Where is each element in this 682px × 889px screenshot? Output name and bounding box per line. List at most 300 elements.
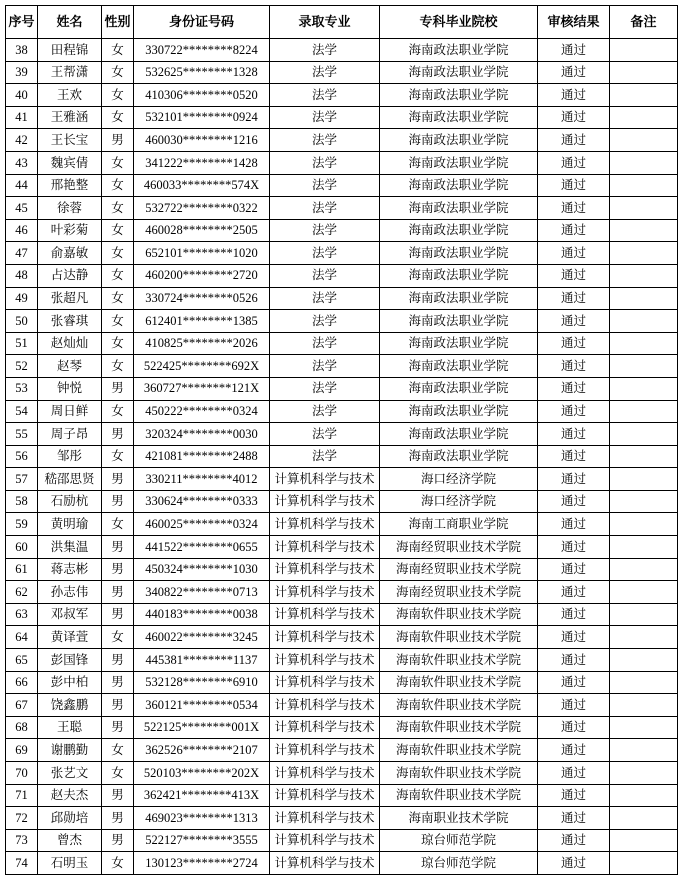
cell-gender: 女 bbox=[102, 626, 134, 649]
cell-review-result: 通过 bbox=[538, 377, 610, 400]
cell-review-result: 通过 bbox=[538, 310, 610, 333]
cell-college: 海南软件职业技术学院 bbox=[380, 649, 538, 672]
cell-college: 海南软件职业技术学院 bbox=[380, 716, 538, 739]
cell-seq: 57 bbox=[6, 468, 38, 491]
cell-review-result: 通过 bbox=[538, 61, 610, 84]
cell-seq: 55 bbox=[6, 423, 38, 446]
cell-review-result: 通过 bbox=[538, 603, 610, 626]
cell-gender: 男 bbox=[102, 807, 134, 830]
cell-seq: 54 bbox=[6, 400, 38, 423]
cell-id-number: 522127********3555 bbox=[134, 829, 270, 852]
cell-remarks bbox=[610, 151, 678, 174]
cell-remarks bbox=[610, 558, 678, 581]
table-row bbox=[6, 852, 678, 875]
cell-major: 计算机科学与技术 bbox=[270, 603, 380, 626]
cell-seq: 40 bbox=[6, 84, 38, 107]
cell-remarks bbox=[610, 129, 678, 152]
cell-seq: 68 bbox=[6, 716, 38, 739]
cell-seq: 41 bbox=[6, 106, 38, 129]
cell-name: 邹彤 bbox=[38, 445, 102, 468]
cell-review-result: 通过 bbox=[538, 400, 610, 423]
cell-id-number: 532101********0924 bbox=[134, 106, 270, 129]
table-row bbox=[6, 762, 678, 785]
cell-name: 黄明瑜 bbox=[38, 513, 102, 536]
cell-remarks bbox=[610, 852, 678, 875]
cell-seq: 48 bbox=[6, 264, 38, 287]
cell-gender: 女 bbox=[102, 513, 134, 536]
table-row bbox=[6, 626, 678, 649]
cell-review-result: 通过 bbox=[538, 490, 610, 513]
cell-major: 法学 bbox=[270, 174, 380, 197]
cell-college: 海南政法职业学院 bbox=[380, 400, 538, 423]
cell-gender: 女 bbox=[102, 219, 134, 242]
cell-major: 法学 bbox=[270, 61, 380, 84]
cell-college: 海南政法职业学院 bbox=[380, 287, 538, 310]
cell-major: 法学 bbox=[270, 264, 380, 287]
cell-seq: 44 bbox=[6, 174, 38, 197]
cell-college: 海南政法职业学院 bbox=[380, 129, 538, 152]
cell-id-number: 652101********1020 bbox=[134, 242, 270, 265]
cell-id-number: 450222********0324 bbox=[134, 400, 270, 423]
cell-gender: 女 bbox=[102, 400, 134, 423]
cell-id-number: 532722********0322 bbox=[134, 197, 270, 220]
cell-id-number: 460033********574X bbox=[134, 174, 270, 197]
cell-name: 魏宾倩 bbox=[38, 151, 102, 174]
cell-name: 张超凡 bbox=[38, 287, 102, 310]
cell-gender: 女 bbox=[102, 310, 134, 333]
cell-review-result: 通过 bbox=[538, 694, 610, 717]
cell-gender: 男 bbox=[102, 671, 134, 694]
cell-seq: 46 bbox=[6, 219, 38, 242]
table-row bbox=[6, 84, 678, 107]
table-row bbox=[6, 445, 678, 468]
header-major: 录取专业 bbox=[270, 6, 380, 39]
table-row bbox=[6, 355, 678, 378]
cell-college: 海南政法职业学院 bbox=[380, 84, 538, 107]
cell-name: 赵灿灿 bbox=[38, 332, 102, 355]
cell-id-number: 612401********1385 bbox=[134, 310, 270, 333]
cell-seq: 70 bbox=[6, 762, 38, 785]
table-row bbox=[6, 129, 678, 152]
table-row bbox=[6, 174, 678, 197]
cell-major: 计算机科学与技术 bbox=[270, 513, 380, 536]
cell-major: 法学 bbox=[270, 39, 380, 62]
cell-major: 计算机科学与技术 bbox=[270, 649, 380, 672]
table-row bbox=[6, 558, 678, 581]
cell-id-number: 460025********0324 bbox=[134, 513, 270, 536]
cell-college: 海南软件职业技术学院 bbox=[380, 626, 538, 649]
cell-review-result: 通过 bbox=[538, 671, 610, 694]
cell-seq: 38 bbox=[6, 39, 38, 62]
cell-gender: 女 bbox=[102, 287, 134, 310]
cell-review-result: 通过 bbox=[538, 807, 610, 830]
header-id-number: 身份证号码 bbox=[134, 6, 270, 39]
table-row bbox=[6, 61, 678, 84]
table-body bbox=[6, 39, 678, 875]
cell-name: 张艺文 bbox=[38, 762, 102, 785]
cell-id-number: 460028********2505 bbox=[134, 219, 270, 242]
cell-remarks bbox=[610, 355, 678, 378]
cell-remarks bbox=[610, 603, 678, 626]
cell-name: 王雅涵 bbox=[38, 106, 102, 129]
cell-review-result: 通过 bbox=[538, 355, 610, 378]
cell-major: 法学 bbox=[270, 106, 380, 129]
cell-seq: 45 bbox=[6, 197, 38, 220]
cell-major: 计算机科学与技术 bbox=[270, 784, 380, 807]
cell-major: 计算机科学与技术 bbox=[270, 536, 380, 559]
cell-name: 钟悦 bbox=[38, 377, 102, 400]
cell-college: 海南经贸职业技术学院 bbox=[380, 581, 538, 604]
cell-seq: 49 bbox=[6, 287, 38, 310]
cell-id-number: 469023********1313 bbox=[134, 807, 270, 830]
cell-name: 周子昂 bbox=[38, 423, 102, 446]
cell-gender: 女 bbox=[102, 762, 134, 785]
cell-review-result: 通过 bbox=[538, 264, 610, 287]
cell-review-result: 通过 bbox=[538, 558, 610, 581]
cell-review-result: 通过 bbox=[538, 423, 610, 446]
cell-id-number: 340822********0713 bbox=[134, 581, 270, 604]
cell-id-number: 410306********0520 bbox=[134, 84, 270, 107]
cell-remarks bbox=[610, 400, 678, 423]
cell-review-result: 通过 bbox=[538, 174, 610, 197]
table-row bbox=[6, 649, 678, 672]
table-row bbox=[6, 219, 678, 242]
cell-name: 孙志伟 bbox=[38, 581, 102, 604]
cell-remarks bbox=[610, 84, 678, 107]
table-row bbox=[6, 264, 678, 287]
cell-remarks bbox=[610, 807, 678, 830]
cell-remarks bbox=[610, 762, 678, 785]
cell-gender: 男 bbox=[102, 784, 134, 807]
cell-college: 海南软件职业技术学院 bbox=[380, 739, 538, 762]
table-row bbox=[6, 603, 678, 626]
cell-seq: 74 bbox=[6, 852, 38, 875]
cell-college: 海南经贸职业技术学院 bbox=[380, 536, 538, 559]
cell-college: 海南软件职业技术学院 bbox=[380, 762, 538, 785]
cell-remarks bbox=[610, 649, 678, 672]
cell-college: 海南政法职业学院 bbox=[380, 445, 538, 468]
table-row bbox=[6, 829, 678, 852]
cell-gender: 女 bbox=[102, 355, 134, 378]
cell-name: 赵夫杰 bbox=[38, 784, 102, 807]
cell-gender: 女 bbox=[102, 445, 134, 468]
table-row bbox=[6, 739, 678, 762]
cell-seq: 53 bbox=[6, 377, 38, 400]
cell-review-result: 通过 bbox=[538, 39, 610, 62]
cell-major: 法学 bbox=[270, 355, 380, 378]
cell-major: 法学 bbox=[270, 219, 380, 242]
cell-name: 曾杰 bbox=[38, 829, 102, 852]
cell-remarks bbox=[610, 377, 678, 400]
cell-seq: 43 bbox=[6, 151, 38, 174]
cell-college: 海南政法职业学院 bbox=[380, 106, 538, 129]
header-row bbox=[6, 6, 678, 39]
cell-review-result: 通过 bbox=[538, 106, 610, 129]
cell-id-number: 522125********001X bbox=[134, 716, 270, 739]
cell-gender: 女 bbox=[102, 197, 134, 220]
cell-major: 法学 bbox=[270, 287, 380, 310]
cell-gender: 男 bbox=[102, 649, 134, 672]
cell-seq: 42 bbox=[6, 129, 38, 152]
table-row bbox=[6, 377, 678, 400]
cell-remarks bbox=[610, 694, 678, 717]
cell-gender: 男 bbox=[102, 829, 134, 852]
cell-id-number: 440183********0038 bbox=[134, 603, 270, 626]
cell-id-number: 320324********0030 bbox=[134, 423, 270, 446]
cell-id-number: 362421********413X bbox=[134, 784, 270, 807]
cell-remarks bbox=[610, 310, 678, 333]
cell-gender: 女 bbox=[102, 39, 134, 62]
cell-college: 海口经济学院 bbox=[380, 468, 538, 491]
cell-name: 邱勋培 bbox=[38, 807, 102, 830]
cell-gender: 男 bbox=[102, 581, 134, 604]
cell-id-number: 520103********202X bbox=[134, 762, 270, 785]
cell-review-result: 通过 bbox=[538, 762, 610, 785]
cell-remarks bbox=[610, 332, 678, 355]
table-row bbox=[6, 151, 678, 174]
cell-college: 海南政法职业学院 bbox=[380, 423, 538, 446]
cell-major: 计算机科学与技术 bbox=[270, 468, 380, 491]
cell-remarks bbox=[610, 513, 678, 536]
cell-major: 计算机科学与技术 bbox=[270, 581, 380, 604]
cell-major: 法学 bbox=[270, 400, 380, 423]
cell-gender: 女 bbox=[102, 264, 134, 287]
cell-name: 邢艳整 bbox=[38, 174, 102, 197]
cell-seq: 64 bbox=[6, 626, 38, 649]
cell-major: 法学 bbox=[270, 197, 380, 220]
cell-gender: 女 bbox=[102, 242, 134, 265]
cell-id-number: 532625********1328 bbox=[134, 61, 270, 84]
cell-id-number: 450324********1030 bbox=[134, 558, 270, 581]
table-row bbox=[6, 400, 678, 423]
header-name: 姓名 bbox=[38, 6, 102, 39]
cell-gender: 女 bbox=[102, 174, 134, 197]
cell-review-result: 通过 bbox=[538, 784, 610, 807]
cell-college: 琼台师范学院 bbox=[380, 829, 538, 852]
table-row bbox=[6, 287, 678, 310]
cell-id-number: 460030********1216 bbox=[134, 129, 270, 152]
cell-review-result: 通过 bbox=[538, 84, 610, 107]
cell-college: 琼台师范学院 bbox=[380, 852, 538, 875]
cell-college: 海南政法职业学院 bbox=[380, 61, 538, 84]
table-row bbox=[6, 807, 678, 830]
table-row bbox=[6, 513, 678, 536]
cell-college: 海南政法职业学院 bbox=[380, 39, 538, 62]
cell-name: 叶彩菊 bbox=[38, 219, 102, 242]
cell-seq: 73 bbox=[6, 829, 38, 852]
cell-review-result: 通过 bbox=[538, 829, 610, 852]
cell-major: 计算机科学与技术 bbox=[270, 762, 380, 785]
cell-remarks bbox=[610, 197, 678, 220]
cell-remarks bbox=[610, 219, 678, 242]
cell-college: 海南政法职业学院 bbox=[380, 355, 538, 378]
header-gender: 性别 bbox=[102, 6, 134, 39]
cell-review-result: 通过 bbox=[538, 445, 610, 468]
cell-major: 计算机科学与技术 bbox=[270, 626, 380, 649]
cell-name: 赵琴 bbox=[38, 355, 102, 378]
cell-name: 饶鑫鹏 bbox=[38, 694, 102, 717]
cell-seq: 65 bbox=[6, 649, 38, 672]
cell-name: 黄译萱 bbox=[38, 626, 102, 649]
table-row bbox=[6, 423, 678, 446]
cell-gender: 女 bbox=[102, 332, 134, 355]
cell-review-result: 通过 bbox=[538, 287, 610, 310]
cell-id-number: 445381********1137 bbox=[134, 649, 270, 672]
cell-college: 海南政法职业学院 bbox=[380, 377, 538, 400]
cell-major: 法学 bbox=[270, 151, 380, 174]
cell-name: 邓叔军 bbox=[38, 603, 102, 626]
cell-gender: 男 bbox=[102, 558, 134, 581]
cell-name: 彭国锋 bbox=[38, 649, 102, 672]
cell-gender: 男 bbox=[102, 490, 134, 513]
cell-gender: 男 bbox=[102, 423, 134, 446]
cell-major: 计算机科学与技术 bbox=[270, 694, 380, 717]
cell-gender: 男 bbox=[102, 129, 134, 152]
cell-major: 计算机科学与技术 bbox=[270, 490, 380, 513]
cell-name: 王长宝 bbox=[38, 129, 102, 152]
table-row bbox=[6, 39, 678, 62]
cell-id-number: 410825********2026 bbox=[134, 332, 270, 355]
cell-college: 海南政法职业学院 bbox=[380, 332, 538, 355]
cell-major: 计算机科学与技术 bbox=[270, 829, 380, 852]
cell-college: 海口经济学院 bbox=[380, 490, 538, 513]
table-row bbox=[6, 694, 678, 717]
cell-gender: 男 bbox=[102, 694, 134, 717]
cell-gender: 男 bbox=[102, 603, 134, 626]
cell-college: 海南软件职业技术学院 bbox=[380, 694, 538, 717]
table-row bbox=[6, 671, 678, 694]
cell-college: 海南软件职业技术学院 bbox=[380, 603, 538, 626]
cell-id-number: 330624********0333 bbox=[134, 490, 270, 513]
header-seq: 序号 bbox=[6, 6, 38, 39]
cell-id-number: 360727********121X bbox=[134, 377, 270, 400]
cell-remarks bbox=[610, 784, 678, 807]
cell-id-number: 460022********3245 bbox=[134, 626, 270, 649]
cell-remarks bbox=[610, 264, 678, 287]
cell-review-result: 通过 bbox=[538, 536, 610, 559]
cell-college: 海南政法职业学院 bbox=[380, 174, 538, 197]
cell-name: 洪集温 bbox=[38, 536, 102, 559]
table-row bbox=[6, 536, 678, 559]
cell-college: 海南政法职业学院 bbox=[380, 197, 538, 220]
cell-college: 海南经贸职业技术学院 bbox=[380, 558, 538, 581]
cell-name: 张睿琪 bbox=[38, 310, 102, 333]
cell-major: 法学 bbox=[270, 310, 380, 333]
cell-remarks bbox=[610, 106, 678, 129]
cell-review-result: 通过 bbox=[538, 739, 610, 762]
cell-gender: 女 bbox=[102, 151, 134, 174]
cell-review-result: 通过 bbox=[538, 219, 610, 242]
table-row bbox=[6, 468, 678, 491]
cell-remarks bbox=[610, 423, 678, 446]
cell-name: 田程锦 bbox=[38, 39, 102, 62]
cell-gender: 女 bbox=[102, 739, 134, 762]
cell-college: 海南政法职业学院 bbox=[380, 151, 538, 174]
cell-seq: 58 bbox=[6, 490, 38, 513]
cell-major: 法学 bbox=[270, 377, 380, 400]
cell-gender: 男 bbox=[102, 716, 134, 739]
cell-remarks bbox=[610, 468, 678, 491]
cell-remarks bbox=[610, 61, 678, 84]
cell-name: 王欢 bbox=[38, 84, 102, 107]
cell-major: 法学 bbox=[270, 332, 380, 355]
cell-name: 谢鹏勤 bbox=[38, 739, 102, 762]
cell-name: 蒋志彬 bbox=[38, 558, 102, 581]
cell-major: 法学 bbox=[270, 445, 380, 468]
cell-id-number: 330211********4012 bbox=[134, 468, 270, 491]
cell-seq: 61 bbox=[6, 558, 38, 581]
cell-seq: 59 bbox=[6, 513, 38, 536]
cell-name: 石明玉 bbox=[38, 852, 102, 875]
cell-review-result: 通过 bbox=[538, 468, 610, 491]
cell-seq: 52 bbox=[6, 355, 38, 378]
table-row bbox=[6, 197, 678, 220]
cell-remarks bbox=[610, 536, 678, 559]
cell-review-result: 通过 bbox=[538, 513, 610, 536]
table-row bbox=[6, 581, 678, 604]
cell-major: 法学 bbox=[270, 242, 380, 265]
cell-college: 海南政法职业学院 bbox=[380, 310, 538, 333]
cell-major: 计算机科学与技术 bbox=[270, 852, 380, 875]
cell-gender: 女 bbox=[102, 106, 134, 129]
cell-seq: 72 bbox=[6, 807, 38, 830]
cell-seq: 56 bbox=[6, 445, 38, 468]
table-row bbox=[6, 242, 678, 265]
cell-review-result: 通过 bbox=[538, 852, 610, 875]
header-remarks: 备注 bbox=[610, 6, 678, 39]
cell-id-number: 341222********1428 bbox=[134, 151, 270, 174]
cell-id-number: 330722********8224 bbox=[134, 39, 270, 62]
cell-remarks bbox=[610, 581, 678, 604]
cell-college: 海南政法职业学院 bbox=[380, 242, 538, 265]
cell-id-number: 460200********2720 bbox=[134, 264, 270, 287]
cell-remarks bbox=[610, 490, 678, 513]
cell-id-number: 330724********0526 bbox=[134, 287, 270, 310]
cell-remarks bbox=[610, 39, 678, 62]
cell-name: 王聪 bbox=[38, 716, 102, 739]
cell-id-number: 360121********0534 bbox=[134, 694, 270, 717]
header-college: 专科毕业院校 bbox=[380, 6, 538, 39]
cell-seq: 51 bbox=[6, 332, 38, 355]
cell-review-result: 通过 bbox=[538, 129, 610, 152]
cell-seq: 39 bbox=[6, 61, 38, 84]
cell-seq: 66 bbox=[6, 671, 38, 694]
cell-gender: 女 bbox=[102, 852, 134, 875]
cell-seq: 47 bbox=[6, 242, 38, 265]
cell-gender: 女 bbox=[102, 84, 134, 107]
cell-review-result: 通过 bbox=[538, 197, 610, 220]
cell-review-result: 通过 bbox=[538, 649, 610, 672]
cell-seq: 63 bbox=[6, 603, 38, 626]
table-row bbox=[6, 490, 678, 513]
cell-college: 海南工商职业学院 bbox=[380, 513, 538, 536]
cell-major: 计算机科学与技术 bbox=[270, 807, 380, 830]
cell-remarks bbox=[610, 716, 678, 739]
cell-name: 彭中柏 bbox=[38, 671, 102, 694]
cell-seq: 60 bbox=[6, 536, 38, 559]
cell-id-number: 522425********692X bbox=[134, 355, 270, 378]
cell-review-result: 通过 bbox=[538, 332, 610, 355]
cell-college: 海南软件职业技术学院 bbox=[380, 671, 538, 694]
cell-major: 计算机科学与技术 bbox=[270, 716, 380, 739]
cell-name: 石励杭 bbox=[38, 490, 102, 513]
cell-name: 俞嘉敏 bbox=[38, 242, 102, 265]
cell-id-number: 421081********2488 bbox=[134, 445, 270, 468]
cell-major: 法学 bbox=[270, 423, 380, 446]
cell-remarks bbox=[610, 739, 678, 762]
cell-id-number: 532128********6910 bbox=[134, 671, 270, 694]
cell-gender: 男 bbox=[102, 468, 134, 491]
